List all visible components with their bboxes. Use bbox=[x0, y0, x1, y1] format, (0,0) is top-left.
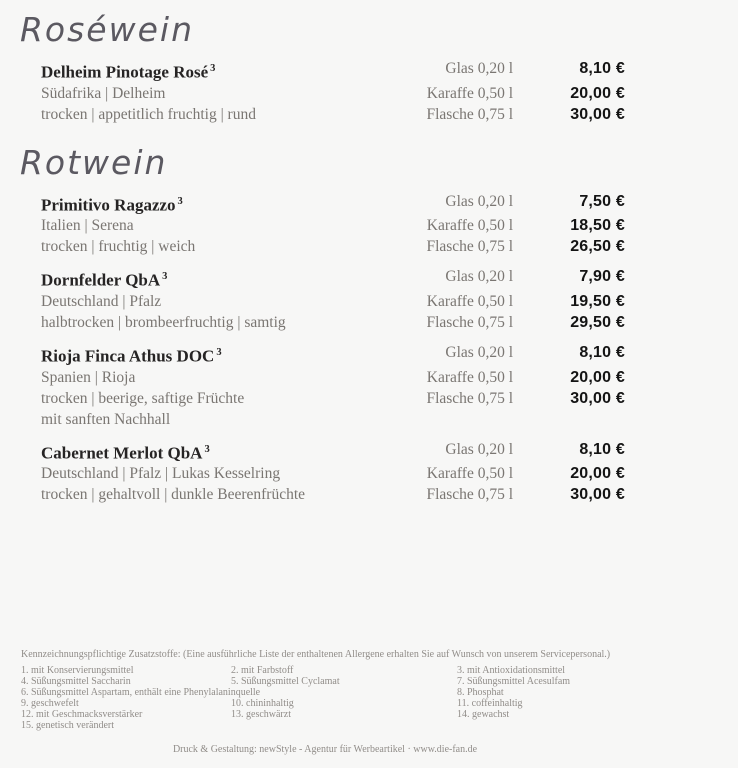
price-value: 7,50 € bbox=[579, 192, 625, 210]
spacer bbox=[513, 409, 625, 430]
price-value: 30,00 € bbox=[570, 389, 625, 407]
wine-name: Rioja Finca Athus DOC $^3$ bbox=[41, 346, 222, 366]
wine-origin: Deutschland | Pfalz bbox=[41, 292, 162, 310]
serving-size-label: Karaffe 0,50 l bbox=[426, 292, 513, 310]
wine-name: Dornfelder QbA $^3$ bbox=[41, 270, 168, 290]
additive-row bbox=[21, 720, 721, 731]
price-value: 20,00 € bbox=[570, 84, 625, 102]
price-value: 20,00 € bbox=[570, 465, 625, 483]
wine-character: halbtrocken | brombeerfruchtig | samtig bbox=[41, 313, 286, 331]
wine-origin: Spanien | Rioja bbox=[41, 368, 136, 386]
serving-size-label: Karaffe 0,50 l bbox=[426, 217, 513, 235]
wine-footnote-ref: 3 bbox=[216, 346, 222, 358]
section-rosewein bbox=[0, 10, 738, 125]
price-value: 8,10 € bbox=[579, 440, 625, 458]
additive-item: 2. mit Farbstoff bbox=[231, 665, 294, 676]
wine-character: trocken | fruchtig | weich bbox=[41, 238, 196, 256]
additive-item: 13. geschwärzt bbox=[231, 709, 291, 720]
wine-name: Cabernet Merlot QbA $^3$ bbox=[41, 443, 210, 463]
section-title: Rotwein bbox=[20, 142, 168, 182]
wine-footnote-ref: 3 bbox=[162, 271, 168, 283]
wine-origin: Deutschland | Pfalz | Lukas Kesselring bbox=[41, 465, 281, 483]
credit-line: Druck & Gestaltung: newStyle - Agentur für Werbeartikel · www.die-fan.de bbox=[172, 744, 478, 755]
serving-size-label: Glas 0,20 l bbox=[445, 60, 513, 77]
additive-row bbox=[21, 676, 721, 687]
wine-entry bbox=[41, 266, 625, 333]
serving-size-label: Glas 0,20 l bbox=[445, 192, 513, 210]
additive-item: 11. coffeinhaltig bbox=[457, 698, 523, 709]
additive-item: 15. genetisch verändert bbox=[21, 720, 115, 731]
additive-item: 5. Süßungsmittel Cyclamat bbox=[231, 676, 340, 687]
price-value: 8,10 € bbox=[579, 343, 625, 361]
wine-entry bbox=[41, 58, 625, 125]
serving-size-label: Flasche 0,75 l bbox=[426, 105, 513, 123]
price-value: 30,00 € bbox=[570, 105, 625, 123]
additive-item: 12. mit Geschmacksverstärker bbox=[21, 709, 143, 720]
additives-list bbox=[21, 665, 721, 731]
serving-size-label: Glas 0,20 l bbox=[445, 343, 513, 361]
price-value: 29,50 € bbox=[570, 313, 625, 331]
serving-size-label: Flasche 0,75 l bbox=[426, 389, 513, 407]
serving-size-label: Flasche 0,75 l bbox=[426, 313, 513, 331]
wine-character-continued: mit sanften Nachhall bbox=[41, 410, 171, 428]
additive-item: 1. mit Konservierungsmittel bbox=[21, 665, 134, 676]
serving-size-label: Karaffe 0,50 l bbox=[426, 465, 513, 483]
price-value: 20,00 € bbox=[570, 368, 625, 386]
wine-character: trocken | gehaltvoll | dunkle Beerenfrüchte bbox=[41, 486, 306, 504]
wine-character: trocken | appetitlich fruchtig | rund bbox=[41, 105, 256, 123]
wine-origin: Italien | Serena bbox=[41, 217, 134, 235]
footer bbox=[21, 649, 721, 755]
price-value: 8,10 € bbox=[579, 60, 625, 77]
additive-item: 4. Süßungsmittel Saccharin bbox=[21, 676, 131, 687]
additive-row bbox=[21, 698, 721, 709]
section-rotwein bbox=[0, 143, 738, 506]
serving-size-label: Flasche 0,75 l bbox=[426, 238, 513, 256]
additive-item: 8. Phosphat bbox=[457, 687, 504, 698]
wine-character: trocken | beerige, saftige Früchte bbox=[41, 389, 245, 407]
serving-size-label: Karaffe 0,50 l bbox=[426, 368, 513, 386]
allergen-note: Kennzeichnungspflichtige Zusatzstoffe: (Eine ausführliche Liste der enthaltenen Allergene erhalten Sie auf Wunsch von unserem Servicepersonal.) bbox=[21, 649, 611, 660]
additive-item: 9. geschwefelt bbox=[21, 698, 79, 709]
serving-size-label: Karaffe 0,50 l bbox=[426, 84, 513, 102]
serving-size-label: Glas 0,20 l bbox=[445, 268, 513, 286]
additive-row bbox=[21, 665, 721, 676]
additive-item: 6. Süßungsmittel Aspartam, enthält eine Phenylalaninquelle bbox=[21, 687, 261, 698]
spacer bbox=[393, 409, 513, 430]
price-value: 19,50 € bbox=[570, 292, 625, 310]
serving-size-label: Glas 0,20 l bbox=[445, 440, 513, 458]
wine-footnote-ref: 3 bbox=[204, 443, 210, 455]
wine-footnote-ref: 3 bbox=[210, 63, 216, 74]
wine-name: Delheim Pinotage Rosé $^3$ bbox=[41, 62, 216, 82]
additive-item: 7. Süßungsmittel Acesulfam bbox=[457, 676, 571, 687]
price-value: 18,50 € bbox=[570, 217, 625, 235]
additive-item: 3. mit Antioxidationsmittel bbox=[457, 665, 566, 676]
serving-size-label: Flasche 0,75 l bbox=[426, 486, 513, 504]
additive-row bbox=[21, 709, 721, 720]
wine-entry bbox=[41, 439, 625, 506]
wine-origin: Südafrika | Delheim bbox=[41, 84, 166, 102]
price-value: 7,90 € bbox=[579, 268, 625, 286]
wine-footnote-ref: 3 bbox=[177, 195, 183, 207]
additive-row bbox=[21, 687, 721, 698]
wine-entry bbox=[41, 191, 625, 258]
price-value: 30,00 € bbox=[570, 486, 625, 504]
additive-item: 10. chininhaltig bbox=[231, 698, 294, 709]
wine-entry bbox=[41, 342, 625, 430]
wine-name: Primitivo Ragazzo $^3$ bbox=[41, 195, 183, 215]
section-title: Roséwein bbox=[20, 10, 194, 49]
price-value: 26,50 € bbox=[570, 238, 625, 256]
additive-item: 14. gewachst bbox=[457, 709, 510, 720]
